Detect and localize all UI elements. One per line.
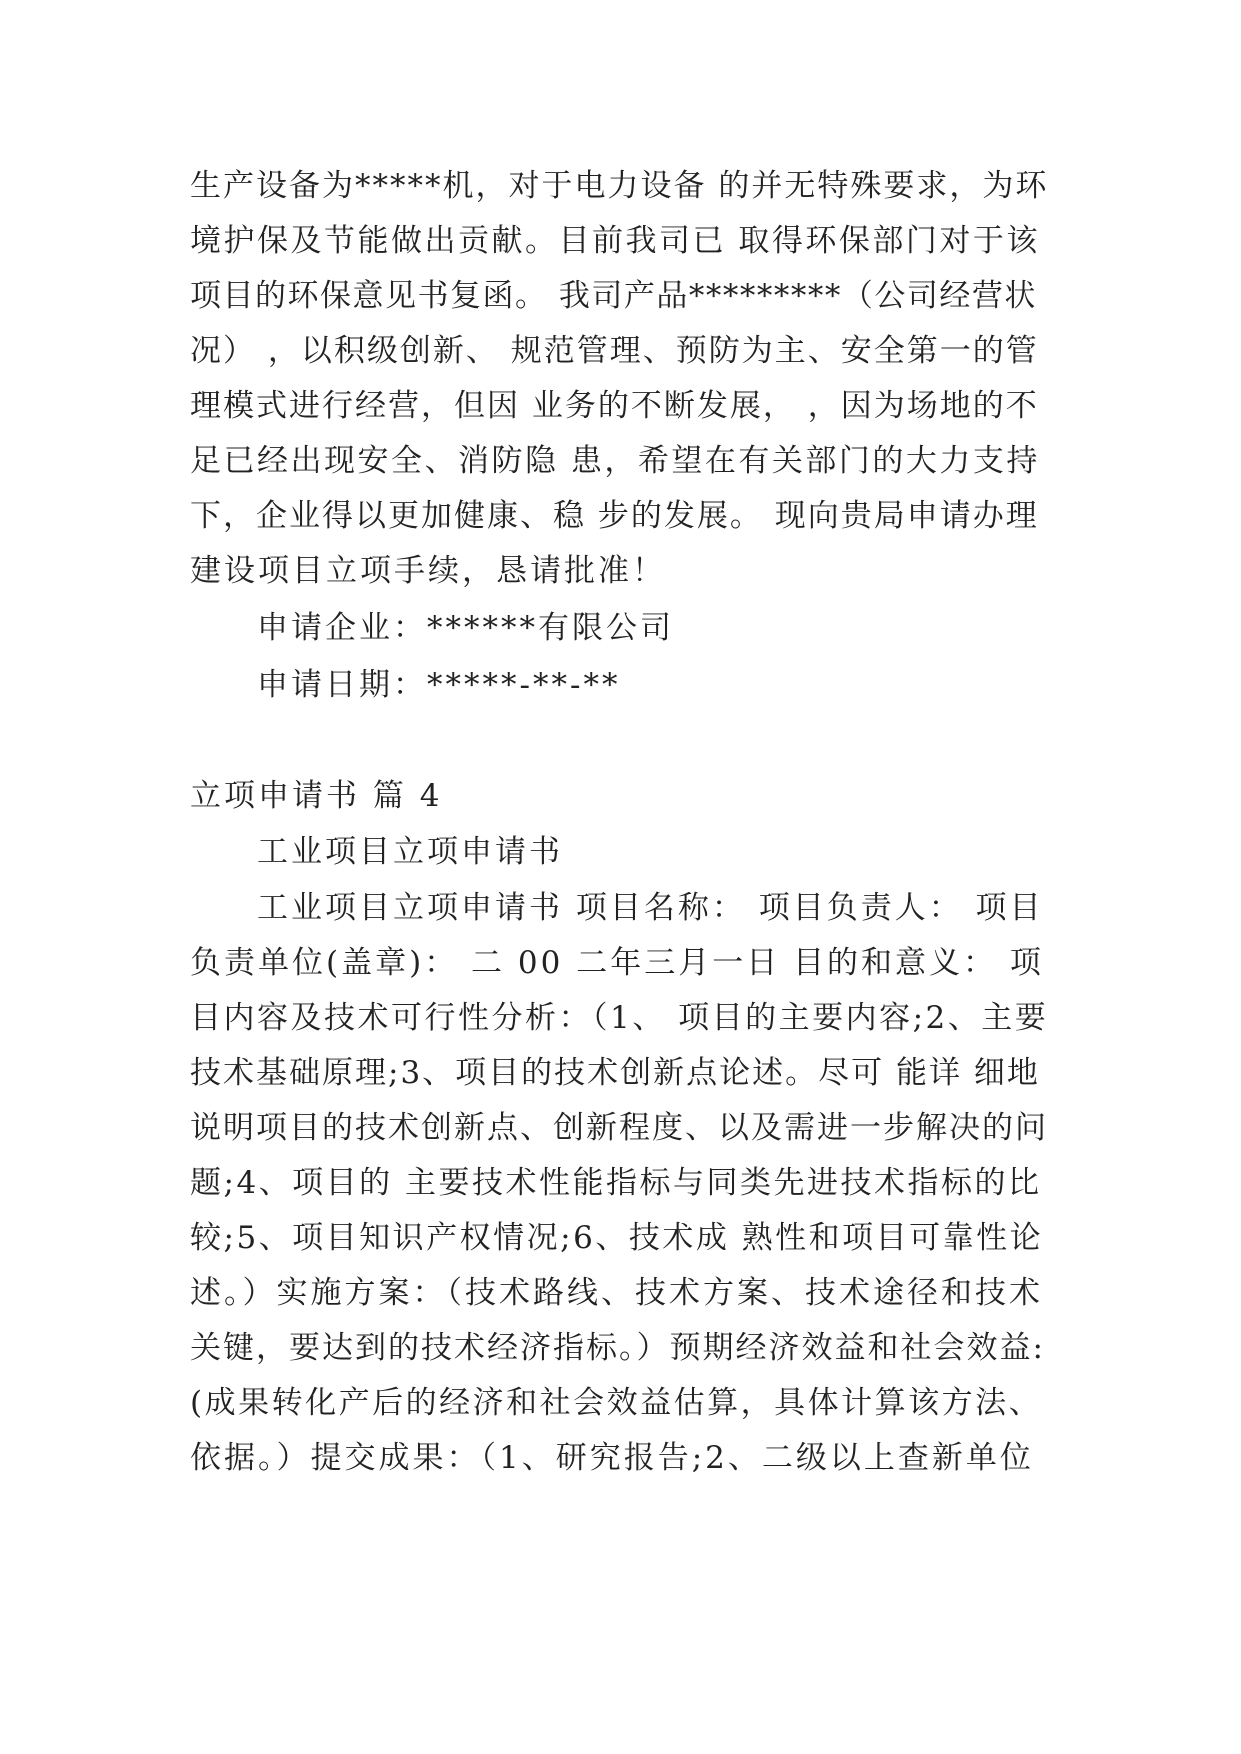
paragraph-line: 境护保及节能做出贡献。目前我司已 取得环保部门对于该 bbox=[190, 223, 1040, 259]
doc-title: 工业项目立项申请书 bbox=[257, 834, 563, 870]
paragraph-line: 生产设备为*****机，对于电力设备 的并无特殊要求，为环 bbox=[190, 168, 1049, 204]
paragraph-line: 述。）实施方案：（技术路线、技术方案、技术途径和技术 bbox=[190, 1275, 1043, 1311]
applicant-line: 申请企业：******有限公司 bbox=[257, 610, 674, 646]
paragraph-line: 负责单位(盖章)： 二 00 二年三月一日 目的和意义： 项 bbox=[190, 945, 1044, 981]
paragraph-line: 工业项目立项申请书 项目名称： 项目负责人： 项目 bbox=[257, 890, 1044, 926]
section-title: 立项申请书 篇 4 bbox=[190, 778, 443, 814]
paragraph-line: (成果转化产后的经济和社会效益估算，具体计算该方法、 bbox=[190, 1385, 1043, 1421]
paragraph-line: 关键，要达到的技术经济指标。）预期经济效益和社会效益: bbox=[190, 1330, 1045, 1366]
paragraph-line: 理模式进行经营，但因 业务的不断发展， ，因为场地的不 bbox=[190, 388, 1039, 424]
paragraph-line: 建设项目立项手续，恳请批准！ bbox=[190, 553, 666, 589]
paragraph-line: 题;4、项目的 主要技术性能指标与同类先进技术指标的比 bbox=[190, 1165, 1042, 1201]
paragraph-line: 依据。）提交成果：（1、研究报告;2、二级以上查新单位 bbox=[190, 1440, 1034, 1476]
paragraph-line: 较;5、项目知识产权情况;6、技术成 熟性和项目可靠性论 bbox=[190, 1220, 1044, 1256]
paragraph-line: 说明项目的技术创新点、创新程度、以及需进一步解决的问 bbox=[190, 1110, 1048, 1146]
paragraph-line: 目内容及技术可行性分析：（1、 项目的主要内容;2、主要 bbox=[190, 1000, 1049, 1036]
apply-date-line: 申请日期：*****-**-** bbox=[257, 667, 621, 703]
paragraph-line: 下，企业得以更加健康、稳 步的发展。 现向贵局申请办理 bbox=[190, 498, 1039, 534]
paragraph-line: 项目的环保意见书复函。 我司产品*********（公司经营状 bbox=[190, 278, 1037, 314]
paragraph-line: 况） ，以积级创新、 规范管理、预防为主、安全第一的管 bbox=[190, 333, 1039, 369]
paragraph-line: 足已经出现安全、消防隐 患，希望在有关部门的大力支持 bbox=[190, 443, 1040, 479]
paragraph-line: 技术基础原理;3、项目的技术创新点论述。尽可 能详 细地 bbox=[190, 1055, 1040, 1091]
